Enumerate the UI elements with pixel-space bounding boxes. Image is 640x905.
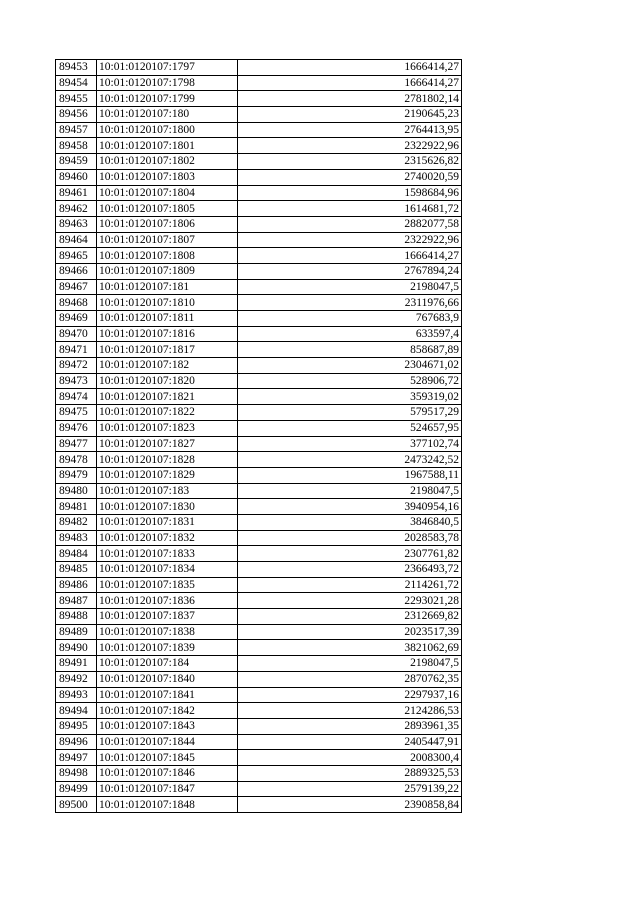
table-row xyxy=(56,107,462,123)
row-number-cell: 89459 xyxy=(56,154,97,170)
cadastral-number-cell: 10:01:0120107:1798 xyxy=(97,75,238,91)
cadastral-number-cell: 10:01:0120107:1802 xyxy=(97,154,238,170)
table-row xyxy=(56,169,462,185)
row-number-cell: 89465 xyxy=(56,248,97,264)
cadastral-number-cell: 10:01:0120107:1828 xyxy=(97,452,238,468)
table-row xyxy=(56,781,462,797)
table-row xyxy=(56,405,462,421)
cadastral-number-cell: 10:01:0120107:1817 xyxy=(97,342,238,358)
value-cell: 633597,4 xyxy=(238,326,462,342)
cadastral-number-cell: 10:01:0120107:1839 xyxy=(97,640,238,656)
value-cell: 1666414,27 xyxy=(238,60,462,76)
cadastral-number-cell: 10:01:0120107:1827 xyxy=(97,436,238,452)
cadastral-number-cell: 10:01:0120107:1833 xyxy=(97,546,238,562)
value-cell: 2882077,58 xyxy=(238,216,462,232)
row-number-cell: 89500 xyxy=(56,797,97,813)
table-body xyxy=(56,60,462,813)
cadastral-number-cell: 10:01:0120107:1800 xyxy=(97,122,238,138)
table-row xyxy=(56,577,462,593)
cadastral-number-cell: 10:01:0120107:1840 xyxy=(97,671,238,687)
value-cell: 2124286,53 xyxy=(238,703,462,719)
value-cell: 2008300,4 xyxy=(238,750,462,766)
value-cell: 524657,95 xyxy=(238,420,462,436)
row-number-cell: 89495 xyxy=(56,718,97,734)
table-row xyxy=(56,687,462,703)
row-number-cell: 89497 xyxy=(56,750,97,766)
cadastral-number-cell: 10:01:0120107:1842 xyxy=(97,703,238,719)
table-row xyxy=(56,499,462,515)
cadastral-number-cell: 10:01:0120107:182 xyxy=(97,358,238,374)
row-number-cell: 89486 xyxy=(56,577,97,593)
table-row xyxy=(56,750,462,766)
value-cell: 528906,72 xyxy=(238,373,462,389)
row-number-cell: 89454 xyxy=(56,75,97,91)
row-number-cell: 89487 xyxy=(56,593,97,609)
table-row xyxy=(56,467,462,483)
value-cell: 2190645,23 xyxy=(238,107,462,123)
row-number-cell: 89491 xyxy=(56,656,97,672)
cadastral-number-cell: 10:01:0120107:1816 xyxy=(97,326,238,342)
value-cell: 2405447,91 xyxy=(238,734,462,750)
cadastral-number-cell: 10:01:0120107:1848 xyxy=(97,797,238,813)
value-cell: 2579139,22 xyxy=(238,781,462,797)
table-row xyxy=(56,248,462,264)
value-cell: 2293021,28 xyxy=(238,593,462,609)
cadastral-number-cell: 10:01:0120107:1797 xyxy=(97,60,238,76)
table-row xyxy=(56,703,462,719)
table-row xyxy=(56,91,462,107)
row-number-cell: 89476 xyxy=(56,420,97,436)
row-number-cell: 89473 xyxy=(56,373,97,389)
cadastral-number-cell: 10:01:0120107:1799 xyxy=(97,91,238,107)
table-row xyxy=(56,734,462,750)
row-number-cell: 89494 xyxy=(56,703,97,719)
table-row xyxy=(56,295,462,311)
cadastral-number-cell: 10:01:0120107:1838 xyxy=(97,624,238,640)
cadastral-number-cell: 10:01:0120107:1834 xyxy=(97,562,238,578)
value-cell: 2889325,53 xyxy=(238,765,462,781)
cadastral-number-cell: 10:01:0120107:1803 xyxy=(97,169,238,185)
table-row xyxy=(56,342,462,358)
row-number-cell: 89498 xyxy=(56,765,97,781)
cadastral-number-cell: 10:01:0120107:1806 xyxy=(97,216,238,232)
value-cell: 1614681,72 xyxy=(238,201,462,217)
cadastral-number-cell: 10:01:0120107:1845 xyxy=(97,750,238,766)
cadastral-number-cell: 10:01:0120107:1846 xyxy=(97,765,238,781)
table-row xyxy=(56,436,462,452)
cadastral-number-cell: 10:01:0120107:184 xyxy=(97,656,238,672)
table-row xyxy=(56,514,462,530)
table-row xyxy=(56,452,462,468)
value-cell: 2312669,82 xyxy=(238,609,462,625)
row-number-cell: 89474 xyxy=(56,389,97,405)
table-row xyxy=(56,640,462,656)
cadastral-number-cell: 10:01:0120107:1809 xyxy=(97,263,238,279)
cadastral-number-cell: 10:01:0120107:1822 xyxy=(97,405,238,421)
row-number-cell: 89456 xyxy=(56,107,97,123)
row-number-cell: 89484 xyxy=(56,546,97,562)
row-number-cell: 89481 xyxy=(56,499,97,515)
cadastral-number-cell: 10:01:0120107:1837 xyxy=(97,609,238,625)
table-row xyxy=(56,671,462,687)
row-number-cell: 89492 xyxy=(56,671,97,687)
value-cell: 377102,74 xyxy=(238,436,462,452)
cadastral-number-cell: 10:01:0120107:1843 xyxy=(97,718,238,734)
cadastral-number-cell: 10:01:0120107:183 xyxy=(97,483,238,499)
cadastral-number-cell: 10:01:0120107:1847 xyxy=(97,781,238,797)
value-cell: 767683,9 xyxy=(238,311,462,327)
value-cell: 858687,89 xyxy=(238,342,462,358)
value-cell: 359319,02 xyxy=(238,389,462,405)
cadastral-number-cell: 10:01:0120107:1821 xyxy=(97,389,238,405)
table-row xyxy=(56,718,462,734)
cadastral-number-cell: 10:01:0120107:1841 xyxy=(97,687,238,703)
row-number-cell: 89457 xyxy=(56,122,97,138)
value-cell: 2767894,24 xyxy=(238,263,462,279)
cadastral-number-cell: 10:01:0120107:1823 xyxy=(97,420,238,436)
table-row xyxy=(56,546,462,562)
value-cell: 2198047,5 xyxy=(238,483,462,499)
table-row xyxy=(56,326,462,342)
cadastral-number-cell: 10:01:0120107:1829 xyxy=(97,467,238,483)
value-cell: 1666414,27 xyxy=(238,75,462,91)
value-cell: 1967588,11 xyxy=(238,467,462,483)
table-row xyxy=(56,216,462,232)
table-row xyxy=(56,609,462,625)
row-number-cell: 89478 xyxy=(56,452,97,468)
cadastral-number-cell: 10:01:0120107:1836 xyxy=(97,593,238,609)
cadastral-number-cell: 10:01:0120107:1808 xyxy=(97,248,238,264)
row-number-cell: 89468 xyxy=(56,295,97,311)
row-number-cell: 89477 xyxy=(56,436,97,452)
row-number-cell: 89493 xyxy=(56,687,97,703)
cadastral-number-cell: 10:01:0120107:1805 xyxy=(97,201,238,217)
table-row xyxy=(56,138,462,154)
table-row xyxy=(56,530,462,546)
row-number-cell: 89480 xyxy=(56,483,97,499)
row-number-cell: 89489 xyxy=(56,624,97,640)
table-row xyxy=(56,562,462,578)
table-row xyxy=(56,75,462,91)
cadastral-number-cell: 10:01:0120107:1810 xyxy=(97,295,238,311)
value-cell: 2198047,5 xyxy=(238,279,462,295)
cadastral-number-cell: 10:01:0120107:1830 xyxy=(97,499,238,515)
cadastral-number-cell: 10:01:0120107:1835 xyxy=(97,577,238,593)
value-cell: 2297937,16 xyxy=(238,687,462,703)
value-cell: 2390858,84 xyxy=(238,797,462,813)
table-row xyxy=(56,311,462,327)
value-cell: 2322922,96 xyxy=(238,138,462,154)
value-cell: 2315626,82 xyxy=(238,154,462,170)
row-number-cell: 89455 xyxy=(56,91,97,107)
data-table xyxy=(55,59,462,813)
value-cell: 2198047,5 xyxy=(238,656,462,672)
value-cell: 2740020,59 xyxy=(238,169,462,185)
table-row xyxy=(56,593,462,609)
table-row xyxy=(56,483,462,499)
document-page xyxy=(55,59,462,813)
cadastral-number-cell: 10:01:0120107:180 xyxy=(97,107,238,123)
table-row xyxy=(56,373,462,389)
value-cell: 2473242,52 xyxy=(238,452,462,468)
row-number-cell: 89496 xyxy=(56,734,97,750)
value-cell: 2307761,82 xyxy=(238,546,462,562)
row-number-cell: 89488 xyxy=(56,609,97,625)
table-row xyxy=(56,201,462,217)
row-number-cell: 89470 xyxy=(56,326,97,342)
value-cell: 3846840,5 xyxy=(238,514,462,530)
row-number-cell: 89467 xyxy=(56,279,97,295)
table-row xyxy=(56,60,462,76)
row-number-cell: 89482 xyxy=(56,514,97,530)
table-row xyxy=(56,279,462,295)
cadastral-number-cell: 10:01:0120107:1811 xyxy=(97,311,238,327)
value-cell: 2304671,02 xyxy=(238,358,462,374)
row-number-cell: 89458 xyxy=(56,138,97,154)
value-cell: 3821062,69 xyxy=(238,640,462,656)
cadastral-number-cell: 10:01:0120107:181 xyxy=(97,279,238,295)
row-number-cell: 89462 xyxy=(56,201,97,217)
row-number-cell: 89483 xyxy=(56,530,97,546)
table-row xyxy=(56,263,462,279)
row-number-cell: 89479 xyxy=(56,467,97,483)
row-number-cell: 89471 xyxy=(56,342,97,358)
table-row xyxy=(56,154,462,170)
value-cell: 1666414,27 xyxy=(238,248,462,264)
row-number-cell: 89453 xyxy=(56,60,97,76)
table-row xyxy=(56,358,462,374)
cadastral-number-cell: 10:01:0120107:1832 xyxy=(97,530,238,546)
row-number-cell: 89460 xyxy=(56,169,97,185)
table-row xyxy=(56,185,462,201)
value-cell: 2114261,72 xyxy=(238,577,462,593)
value-cell: 3940954,16 xyxy=(238,499,462,515)
row-number-cell: 89464 xyxy=(56,232,97,248)
value-cell: 579517,29 xyxy=(238,405,462,421)
table-row xyxy=(56,389,462,405)
cadastral-number-cell: 10:01:0120107:1801 xyxy=(97,138,238,154)
value-cell: 2764413,95 xyxy=(238,122,462,138)
value-cell: 2311976,66 xyxy=(238,295,462,311)
value-cell: 2366493,72 xyxy=(238,562,462,578)
row-number-cell: 89466 xyxy=(56,263,97,279)
row-number-cell: 89490 xyxy=(56,640,97,656)
row-number-cell: 89463 xyxy=(56,216,97,232)
table-row xyxy=(56,232,462,248)
table-row xyxy=(56,656,462,672)
table-row xyxy=(56,122,462,138)
value-cell: 2870762,35 xyxy=(238,671,462,687)
value-cell: 2322922,96 xyxy=(238,232,462,248)
cadastral-number-cell: 10:01:0120107:1820 xyxy=(97,373,238,389)
row-number-cell: 89499 xyxy=(56,781,97,797)
row-number-cell: 89469 xyxy=(56,311,97,327)
table-row xyxy=(56,765,462,781)
row-number-cell: 89472 xyxy=(56,358,97,374)
cadastral-number-cell: 10:01:0120107:1804 xyxy=(97,185,238,201)
value-cell: 2781802,14 xyxy=(238,91,462,107)
value-cell: 2893961,35 xyxy=(238,718,462,734)
value-cell: 2023517,39 xyxy=(238,624,462,640)
row-number-cell: 89485 xyxy=(56,562,97,578)
table-row xyxy=(56,624,462,640)
row-number-cell: 89475 xyxy=(56,405,97,421)
cadastral-number-cell: 10:01:0120107:1807 xyxy=(97,232,238,248)
table-row xyxy=(56,797,462,813)
value-cell: 1598684,96 xyxy=(238,185,462,201)
cadastral-number-cell: 10:01:0120107:1831 xyxy=(97,514,238,530)
value-cell: 2028583,78 xyxy=(238,530,462,546)
row-number-cell: 89461 xyxy=(56,185,97,201)
cadastral-number-cell: 10:01:0120107:1844 xyxy=(97,734,238,750)
table-row xyxy=(56,420,462,436)
